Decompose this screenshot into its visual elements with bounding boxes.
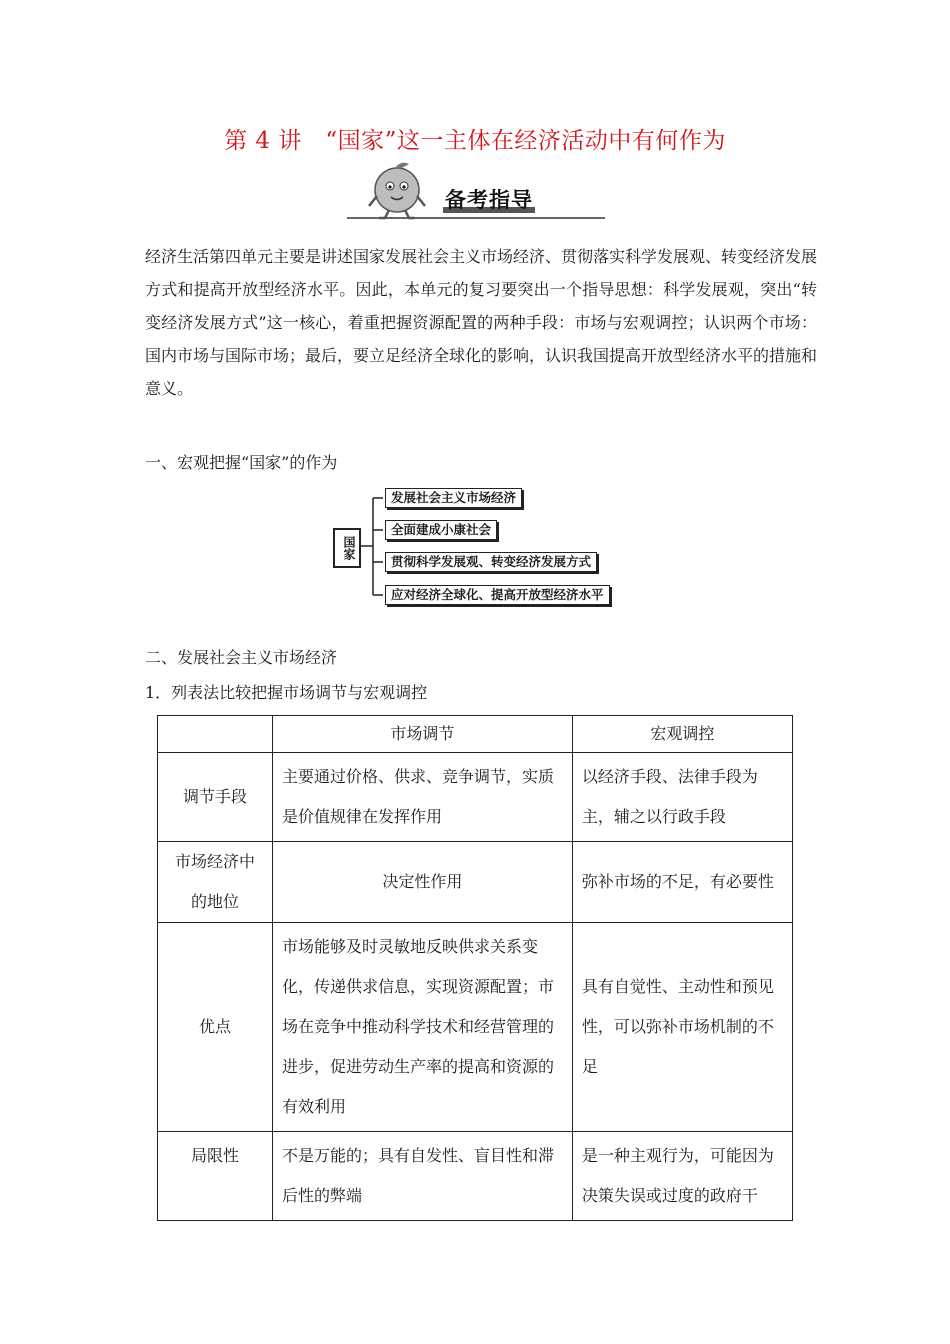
- sub1-heading: 1．列表法比较把握市场调节与宏观调控: [145, 683, 428, 702]
- intro-paragraph: [145, 240, 817, 405]
- diagram-branch: 应对经济全球化、提高开放型经济水平: [385, 585, 610, 605]
- table-header-cell: 宏观调控: [572, 716, 792, 753]
- table-row-label: 局限性: [158, 1132, 273, 1221]
- diagram-branch: 贯彻科学发展观、转变经济发展方式: [385, 552, 597, 572]
- table-cell: 以经济手段、法律手段为主，辅之以行政手段: [572, 753, 792, 842]
- table-header-row: [158, 716, 793, 753]
- table-row: [158, 923, 793, 1132]
- table-cell: 不是万能的；具有自发性、盲目性和滞后性的弊端: [272, 1132, 572, 1221]
- table-header-cell: 市场调节: [272, 716, 572, 753]
- table-row: [158, 1132, 793, 1221]
- table-row-label: 调节手段: [158, 753, 273, 842]
- guide-label: 备考指导: [445, 188, 533, 212]
- table-cell: 决定性作用: [272, 842, 572, 923]
- diagram-branch: 全面建成小康社会: [385, 520, 497, 540]
- table-cell: 弥补市场的不足，有必要性: [572, 842, 792, 923]
- table-row: [158, 753, 793, 842]
- table-cell: 是一种主观行为，可能因为决策失误或过度的政府干: [572, 1132, 792, 1221]
- section2-heading: 二、发展社会主义市场经济: [145, 648, 338, 667]
- diagram-root: 国家: [333, 528, 361, 568]
- table-cell: 具有自觉性、主动性和预见性，可以弥补市场机制的不足: [572, 923, 792, 1132]
- table-row-label: 市场经济中的地位: [158, 842, 273, 923]
- diagram-branch: 发展社会主义市场经济: [385, 488, 522, 508]
- table-cell: 市场能够及时灵敏地反映供求关系变化，传递供求信息，实现资源配置；市场在竞争中推动科学技术和经营管理的进步，促进劳动生产率的提高和资源的有效利用: [272, 923, 572, 1132]
- table-header-cell: [158, 716, 273, 753]
- table-row: [158, 842, 793, 923]
- guide-banner: [345, 160, 607, 226]
- section1-heading: 一、宏观把握“国家”的作为: [145, 453, 338, 472]
- concept-diagram: [325, 480, 645, 610]
- table-cell: 主要通过价格、供求、竞争调节，实质是价值规律在发挥作用: [272, 753, 572, 842]
- intro-text: 经济生活第四单元主要是讲述国家发展社会主义市场经济、贯彻落实科学发展观、转变经济发展方式和提高开放型经济水平。因此，本单元的复习要突出一个指导思想：科学发展观，突出“转变经济发展方式”这一核心，着重把握资源配置的两种手段：市场与宏观调控；认识两个市场：国内市场与国际市场；最后，要立足经济全球化的影响，认识我国提高开放型经济水平的措施和意义。: [145, 247, 818, 398]
- comparison-table: [157, 715, 793, 1221]
- table-row-label: 优点: [158, 923, 273, 1132]
- page-title: 第 4 讲 “国家”这一主体在经济活动中有何作为: [224, 128, 726, 154]
